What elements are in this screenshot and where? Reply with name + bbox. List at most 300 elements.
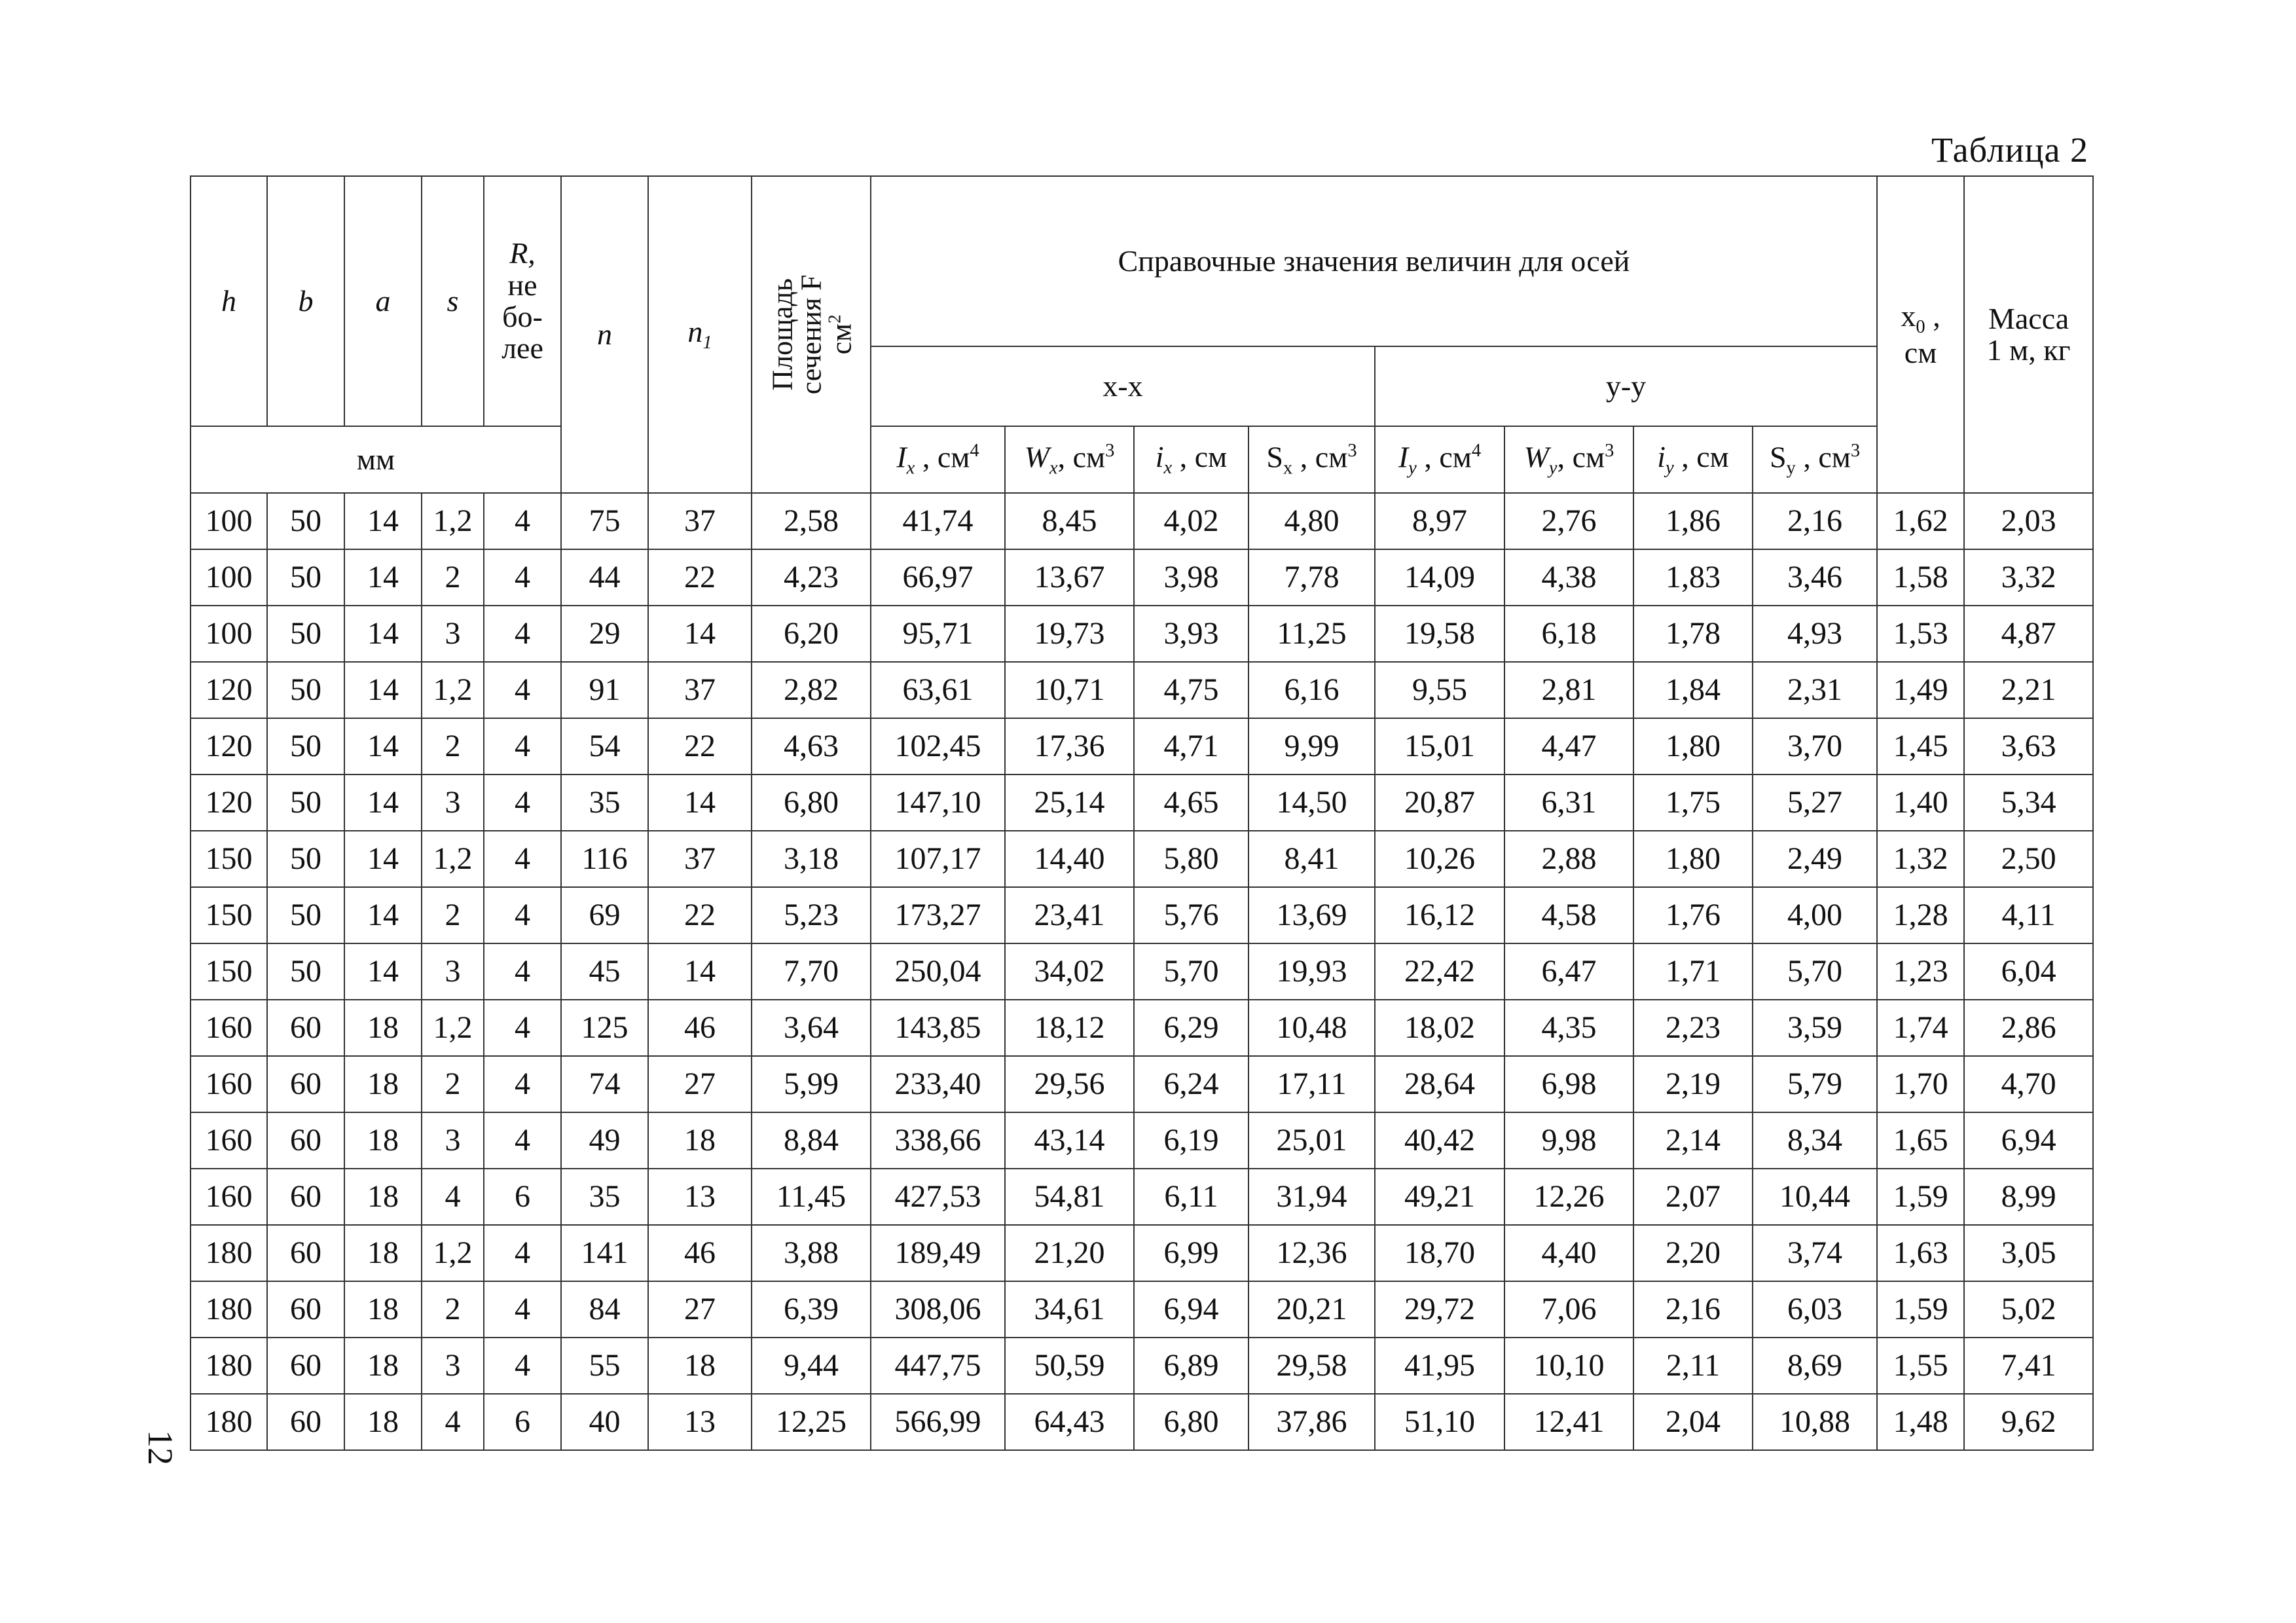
table-cell: 100 xyxy=(191,606,267,662)
table-cell: 1,28 xyxy=(1877,887,1964,943)
table-cell: 11,45 xyxy=(752,1169,871,1225)
table-cell: 6,31 xyxy=(1504,775,1633,831)
table-cell: 22,42 xyxy=(1375,943,1504,1000)
header-a: a xyxy=(344,176,422,426)
header-s: s xyxy=(422,176,484,426)
header-r: R, не бо- лее xyxy=(484,176,561,426)
table-cell: 1,45 xyxy=(1877,718,1964,775)
table-cell: 7,70 xyxy=(752,943,871,1000)
table-cell: 2,88 xyxy=(1504,831,1633,887)
table-cell: 69 xyxy=(561,887,648,943)
table-cell: 14 xyxy=(344,493,422,549)
table-cell: 1,53 xyxy=(1877,606,1964,662)
table-cell: 17,11 xyxy=(1248,1056,1375,1112)
table-cell: 50,59 xyxy=(1005,1338,1134,1394)
table-cell: 18 xyxy=(648,1338,752,1394)
table-cell: 50 xyxy=(267,831,344,887)
header-ix-radius: $i_x$ , см xyxy=(1134,426,1248,493)
table-cell: 6,80 xyxy=(1134,1394,1248,1450)
table-cell: 5,27 xyxy=(1753,775,1877,831)
table-cell: 7,41 xyxy=(1964,1338,2093,1394)
table-cell: 23,41 xyxy=(1005,887,1134,943)
table-cell: 4 xyxy=(484,1112,561,1169)
table-cell: 338,66 xyxy=(871,1112,1005,1169)
header-axis-xx: x-x xyxy=(871,346,1375,426)
profile-properties-table xyxy=(190,175,2094,1451)
table-cell: 4,23 xyxy=(752,549,871,606)
header-iy-radius: $i_y$ , см xyxy=(1633,426,1753,493)
table-cell: 41,95 xyxy=(1375,1338,1504,1394)
table-row xyxy=(191,1112,2093,1169)
table-cell: 3,64 xyxy=(752,1000,871,1056)
table-cell: 55 xyxy=(561,1338,648,1394)
table-cell: 16,12 xyxy=(1375,887,1504,943)
table-cell: 12,41 xyxy=(1504,1394,1633,1450)
table-cell: 50 xyxy=(267,662,344,718)
table-cell: 50 xyxy=(267,493,344,549)
table-cell: 6,16 xyxy=(1248,662,1375,718)
table-cell: 1,84 xyxy=(1633,662,1753,718)
table-cell: 2,04 xyxy=(1633,1394,1753,1450)
header-wx: $W_x$, $см^3$ xyxy=(1005,426,1134,493)
table-cell: 12,36 xyxy=(1248,1225,1375,1281)
table-cell: 9,62 xyxy=(1964,1394,2093,1450)
table-cell: 14 xyxy=(648,775,752,831)
table-cell: 2 xyxy=(422,887,484,943)
table-cell: 1,62 xyxy=(1877,493,1964,549)
table-cell: 74 xyxy=(561,1056,648,1112)
table-cell: 4,35 xyxy=(1504,1000,1633,1056)
table-cell: 160 xyxy=(191,1056,267,1112)
table-cell: 427,53 xyxy=(871,1169,1005,1225)
table-cell: 14,40 xyxy=(1005,831,1134,887)
table-cell: 2,20 xyxy=(1633,1225,1753,1281)
table-cell: 50 xyxy=(267,943,344,1000)
table-cell: 5,99 xyxy=(752,1056,871,1112)
table-row xyxy=(191,775,2093,831)
table-cell: 29,56 xyxy=(1005,1056,1134,1112)
table-cell: 4 xyxy=(484,775,561,831)
table-cell: 189,49 xyxy=(871,1225,1005,1281)
table-cell: 4,40 xyxy=(1504,1225,1633,1281)
header-reference-values: Справочные значения величин для осей xyxy=(871,176,1877,346)
table-cell: 10,44 xyxy=(1753,1169,1877,1225)
table-cell: 4,00 xyxy=(1753,887,1877,943)
table-cell: 4,65 xyxy=(1134,775,1248,831)
table-cell: 2,76 xyxy=(1504,493,1633,549)
table-cell: 9,44 xyxy=(752,1338,871,1394)
table-cell: 3,63 xyxy=(1964,718,2093,775)
table-cell: 3,18 xyxy=(752,831,871,887)
table-cell: 9,98 xyxy=(1504,1112,1633,1169)
table-cell: 5,02 xyxy=(1964,1281,2093,1338)
table-cell: 20,87 xyxy=(1375,775,1504,831)
table-cell: 1,75 xyxy=(1633,775,1753,831)
header-n1: $n_1$ xyxy=(648,176,752,493)
table-cell: 49 xyxy=(561,1112,648,1169)
header-n: n xyxy=(561,176,648,493)
table-cell: 4,63 xyxy=(752,718,871,775)
table-cell: 18,02 xyxy=(1375,1000,1504,1056)
header-sy: $S_y$ , $см^3$ xyxy=(1753,426,1877,493)
table-cell: 3 xyxy=(422,1338,484,1394)
table-cell: 125 xyxy=(561,1000,648,1056)
table-cell: 173,27 xyxy=(871,887,1005,943)
table-cell: 4 xyxy=(422,1169,484,1225)
table-row xyxy=(191,1281,2093,1338)
table-cell: 4 xyxy=(422,1394,484,1450)
table-cell: 3,70 xyxy=(1753,718,1877,775)
table-cell: 37 xyxy=(648,831,752,887)
table-cell: 4 xyxy=(484,662,561,718)
table-cell: 4,87 xyxy=(1964,606,2093,662)
table-cell: 4,58 xyxy=(1504,887,1633,943)
table-cell: 60 xyxy=(267,1112,344,1169)
header-sx: $S_x$ , $см^3$ xyxy=(1248,426,1375,493)
table-cell: 6,94 xyxy=(1964,1112,2093,1169)
table-cell: 4,75 xyxy=(1134,662,1248,718)
table-cell: 8,99 xyxy=(1964,1169,2093,1225)
table-cell: 4,47 xyxy=(1504,718,1633,775)
header-ix-moment: $I_x$ , $см^4$ xyxy=(871,426,1005,493)
table-cell: 141 xyxy=(561,1225,648,1281)
table-cell: 2,82 xyxy=(752,662,871,718)
table-cell: 50 xyxy=(267,549,344,606)
table-row xyxy=(191,943,2093,1000)
table-cell: 102,45 xyxy=(871,718,1005,775)
table-cell: 8,97 xyxy=(1375,493,1504,549)
table-cell: 40,42 xyxy=(1375,1112,1504,1169)
table-cell: 6,99 xyxy=(1134,1225,1248,1281)
table-cell: 150 xyxy=(191,887,267,943)
table-cell: 180 xyxy=(191,1338,267,1394)
page-number: 12 xyxy=(141,1430,180,1465)
table-cell: 2,16 xyxy=(1633,1281,1753,1338)
table-cell: 2 xyxy=(422,1281,484,1338)
table-cell: 66,97 xyxy=(871,549,1005,606)
table-row xyxy=(191,1000,2093,1056)
table-cell: 4 xyxy=(484,1056,561,1112)
table-cell: 50 xyxy=(267,606,344,662)
table-cell: 19,73 xyxy=(1005,606,1134,662)
table-cell: 120 xyxy=(191,662,267,718)
table-cell: 100 xyxy=(191,549,267,606)
table-cell: 41,74 xyxy=(871,493,1005,549)
table-cell: 1,23 xyxy=(1877,943,1964,1000)
table-cell: 1,70 xyxy=(1877,1056,1964,1112)
table-cell: 18 xyxy=(344,1394,422,1450)
table-cell: 6 xyxy=(484,1169,561,1225)
table-cell: 120 xyxy=(191,775,267,831)
table-cell: 13 xyxy=(648,1169,752,1225)
table-cell: 35 xyxy=(561,1169,648,1225)
table-cell: 4 xyxy=(484,606,561,662)
table-cell: 21,20 xyxy=(1005,1225,1134,1281)
table-cell: 1,83 xyxy=(1633,549,1753,606)
table-cell: 1,2 xyxy=(422,831,484,887)
table-cell: 50 xyxy=(267,775,344,831)
table-cell: 19,93 xyxy=(1248,943,1375,1000)
table-cell: 3,93 xyxy=(1134,606,1248,662)
table-cell: 5,80 xyxy=(1134,831,1248,887)
table-cell: 22 xyxy=(648,887,752,943)
table-cell: 1,48 xyxy=(1877,1394,1964,1450)
table-cell: 13,69 xyxy=(1248,887,1375,943)
table-cell: 28,64 xyxy=(1375,1056,1504,1112)
table-cell: 44 xyxy=(561,549,648,606)
table-cell: 14 xyxy=(344,549,422,606)
table-cell: 14 xyxy=(344,775,422,831)
table-cell: 8,84 xyxy=(752,1112,871,1169)
table-row xyxy=(191,493,2093,549)
table-cell: 5,70 xyxy=(1753,943,1877,1000)
table-cell: 250,04 xyxy=(871,943,1005,1000)
table-cell: 37 xyxy=(648,493,752,549)
table-cell: 18,70 xyxy=(1375,1225,1504,1281)
table-cell: 34,61 xyxy=(1005,1281,1134,1338)
table-cell: 25,01 xyxy=(1248,1112,1375,1169)
header-x0: $x_0$ , см xyxy=(1877,176,1964,493)
table-cell: 6,19 xyxy=(1134,1112,1248,1169)
table-cell: 3,46 xyxy=(1753,549,1877,606)
table-cell: 4,02 xyxy=(1134,493,1248,549)
table-cell: 2,81 xyxy=(1504,662,1633,718)
table-cell: 64,43 xyxy=(1005,1394,1134,1450)
table-cell: 8,45 xyxy=(1005,493,1134,549)
table-cell: 1,63 xyxy=(1877,1225,1964,1281)
table-cell: 54 xyxy=(561,718,648,775)
table-cell: 6,04 xyxy=(1964,943,2093,1000)
table-cell: 22 xyxy=(648,718,752,775)
table-cell: 27 xyxy=(648,1281,752,1338)
table-cell: 233,40 xyxy=(871,1056,1005,1112)
table-cell: 34,02 xyxy=(1005,943,1134,1000)
table-cell: 29,58 xyxy=(1248,1338,1375,1394)
table-cell: 12,25 xyxy=(752,1394,871,1450)
table-cell: 1,58 xyxy=(1877,549,1964,606)
table-cell: 91 xyxy=(561,662,648,718)
table-cell: 20,21 xyxy=(1248,1281,1375,1338)
table-cell: 14 xyxy=(344,606,422,662)
table-cell: 29,72 xyxy=(1375,1281,1504,1338)
table-row xyxy=(191,831,2093,887)
table-cell: 18 xyxy=(344,1225,422,1281)
table-cell: 4,38 xyxy=(1504,549,1633,606)
table-cell: 1,71 xyxy=(1633,943,1753,1000)
table-cell: 17,36 xyxy=(1005,718,1134,775)
table-cell: 2,03 xyxy=(1964,493,2093,549)
table-cell: 1,32 xyxy=(1877,831,1964,887)
table-cell: 14 xyxy=(344,887,422,943)
table-cell: 4 xyxy=(484,1338,561,1394)
table-cell: 14 xyxy=(648,606,752,662)
table-cell: 308,06 xyxy=(871,1281,1005,1338)
table-cell: 43,14 xyxy=(1005,1112,1134,1169)
table-cell: 3,05 xyxy=(1964,1225,2093,1281)
table-cell: 3,98 xyxy=(1134,549,1248,606)
table-cell: 22 xyxy=(648,549,752,606)
table-cell: 4 xyxy=(484,1225,561,1281)
table-cell: 11,25 xyxy=(1248,606,1375,662)
table-cell: 2,19 xyxy=(1633,1056,1753,1112)
table-row xyxy=(191,549,2093,606)
table-cell: 1,59 xyxy=(1877,1169,1964,1225)
table-cell: 4,93 xyxy=(1753,606,1877,662)
table-cell: 1,78 xyxy=(1633,606,1753,662)
table-cell: 180 xyxy=(191,1225,267,1281)
table-cell: 15,01 xyxy=(1375,718,1504,775)
table-cell: 3 xyxy=(422,1112,484,1169)
table-cell: 1,2 xyxy=(422,662,484,718)
table-cell: 46 xyxy=(648,1000,752,1056)
table-cell: 2 xyxy=(422,1056,484,1112)
table-cell: 4 xyxy=(484,1000,561,1056)
table-cell: 10,88 xyxy=(1753,1394,1877,1450)
table-cell: 6,11 xyxy=(1134,1169,1248,1225)
table-row xyxy=(191,1056,2093,1112)
table-cell: 447,75 xyxy=(871,1338,1005,1394)
table-cell: 4,11 xyxy=(1964,887,2093,943)
table-cell: 31,94 xyxy=(1248,1169,1375,1225)
table-cell: 10,26 xyxy=(1375,831,1504,887)
table-cell: 180 xyxy=(191,1394,267,1450)
table-cell: 1,86 xyxy=(1633,493,1753,549)
table-cell: 14 xyxy=(344,831,422,887)
table-cell: 1,2 xyxy=(422,1000,484,1056)
table-cell: 27 xyxy=(648,1056,752,1112)
table-cell: 9,99 xyxy=(1248,718,1375,775)
table-cell: 2,86 xyxy=(1964,1000,2093,1056)
table-cell: 18 xyxy=(344,1000,422,1056)
table-cell: 2,23 xyxy=(1633,1000,1753,1056)
table-cell: 2,49 xyxy=(1753,831,1877,887)
table-cell: 54,81 xyxy=(1005,1169,1134,1225)
table-cell: 37 xyxy=(648,662,752,718)
table-cell: 12,26 xyxy=(1504,1169,1633,1225)
table-cell: 8,69 xyxy=(1753,1338,1877,1394)
table-cell: 14 xyxy=(344,662,422,718)
table-cell: 1,2 xyxy=(422,1225,484,1281)
table-cell: 100 xyxy=(191,493,267,549)
table-cell: 50 xyxy=(267,718,344,775)
table-cell: 14 xyxy=(344,943,422,1000)
table-row xyxy=(191,1169,2093,1225)
header-wy: $W_y$, $см^3$ xyxy=(1504,426,1633,493)
table-cell: 3 xyxy=(422,775,484,831)
table-cell: 4,70 xyxy=(1964,1056,2093,1112)
header-b: b xyxy=(267,176,344,426)
table-caption: Таблица 2 xyxy=(1931,130,2088,170)
table-cell: 60 xyxy=(267,1169,344,1225)
table-cell: 3,32 xyxy=(1964,549,2093,606)
table-cell: 3,74 xyxy=(1753,1225,1877,1281)
table-cell: 107,17 xyxy=(871,831,1005,887)
table-cell: 14,09 xyxy=(1375,549,1504,606)
table-cell: 60 xyxy=(267,1000,344,1056)
table-cell: 60 xyxy=(267,1225,344,1281)
table-cell: 3 xyxy=(422,606,484,662)
table-cell: 2 xyxy=(422,549,484,606)
table-cell: 1,74 xyxy=(1877,1000,1964,1056)
table-cell: 35 xyxy=(561,775,648,831)
table-cell: 5,23 xyxy=(752,887,871,943)
table-cell: 63,61 xyxy=(871,662,1005,718)
table-cell: 4,80 xyxy=(1248,493,1375,549)
table-cell: 6,94 xyxy=(1134,1281,1248,1338)
table-cell: 120 xyxy=(191,718,267,775)
table-cell: 2,16 xyxy=(1753,493,1877,549)
table-cell: 1,40 xyxy=(1877,775,1964,831)
table-cell: 2,31 xyxy=(1753,662,1877,718)
table-cell: 4 xyxy=(484,831,561,887)
table-cell: 6,24 xyxy=(1134,1056,1248,1112)
table-cell: 1,2 xyxy=(422,493,484,549)
table-cell: 5,76 xyxy=(1134,887,1248,943)
table-cell: 25,14 xyxy=(1005,775,1134,831)
header-iy-moment: $I_y$ , $см^4$ xyxy=(1375,426,1504,493)
table-cell: 160 xyxy=(191,1000,267,1056)
table-cell: 18 xyxy=(344,1112,422,1169)
table-cell: 2,21 xyxy=(1964,662,2093,718)
table-cell: 60 xyxy=(267,1394,344,1450)
table-cell: 50 xyxy=(267,887,344,943)
table-cell: 40 xyxy=(561,1394,648,1450)
table-row xyxy=(191,1394,2093,1450)
table-row xyxy=(191,606,2093,662)
table-cell: 6,98 xyxy=(1504,1056,1633,1112)
table-cell: 2,07 xyxy=(1633,1169,1753,1225)
table-cell: 1,65 xyxy=(1877,1112,1964,1169)
table-cell: 4 xyxy=(484,1281,561,1338)
table-cell: 1,80 xyxy=(1633,831,1753,887)
table-cell: 2,11 xyxy=(1633,1338,1753,1394)
table-cell: 75 xyxy=(561,493,648,549)
table-cell: 4 xyxy=(484,887,561,943)
table-row xyxy=(191,1225,2093,1281)
table-cell: 3,59 xyxy=(1753,1000,1877,1056)
table-row xyxy=(191,1338,2093,1394)
table-cell: 143,85 xyxy=(871,1000,1005,1056)
table-cell: 10,10 xyxy=(1504,1338,1633,1394)
table-cell: 4 xyxy=(484,493,561,549)
table-cell: 6,03 xyxy=(1753,1281,1877,1338)
table-cell: 4 xyxy=(484,943,561,1000)
table-body xyxy=(191,493,2093,1450)
table-cell: 18 xyxy=(344,1338,422,1394)
table-cell: 18,12 xyxy=(1005,1000,1134,1056)
header-mass: Масса 1 м, кг xyxy=(1964,176,2093,493)
table-cell: 566,99 xyxy=(871,1394,1005,1450)
header-h: h xyxy=(191,176,267,426)
table-cell: 2,50 xyxy=(1964,831,2093,887)
table-cell: 7,78 xyxy=(1248,549,1375,606)
table-cell: 9,55 xyxy=(1375,662,1504,718)
table-cell: 4,71 xyxy=(1134,718,1248,775)
table-cell: 160 xyxy=(191,1169,267,1225)
table-cell: 19,58 xyxy=(1375,606,1504,662)
table-cell: 2,58 xyxy=(752,493,871,549)
table-cell: 150 xyxy=(191,831,267,887)
table-cell: 14 xyxy=(648,943,752,1000)
table-cell: 2,14 xyxy=(1633,1112,1753,1169)
table-row xyxy=(191,662,2093,718)
table-cell: 7,06 xyxy=(1504,1281,1633,1338)
table-row xyxy=(191,887,2093,943)
table-cell: 2 xyxy=(422,718,484,775)
table-cell: 4 xyxy=(484,718,561,775)
table-cell: 4 xyxy=(484,549,561,606)
table-cell: 6,47 xyxy=(1504,943,1633,1000)
